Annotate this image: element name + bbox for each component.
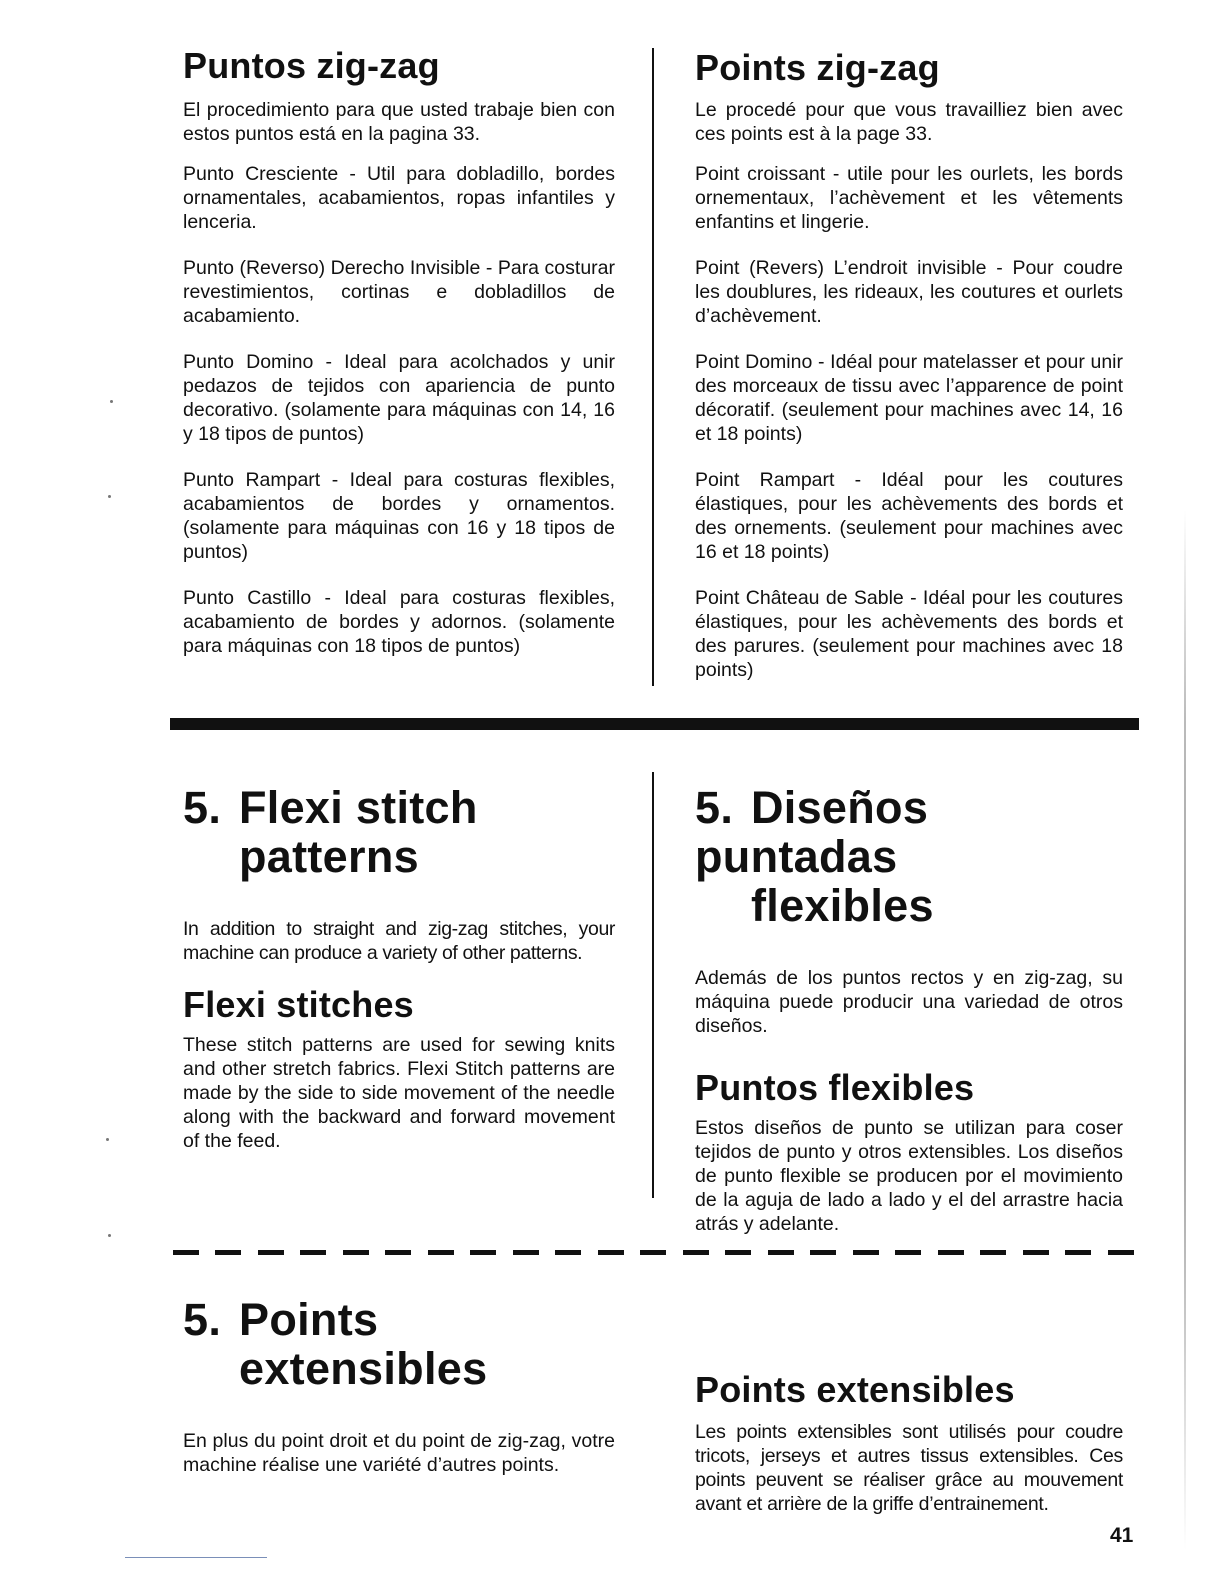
dash-segment (853, 1250, 879, 1255)
section-number: 5. (183, 1294, 222, 1345)
dash-segment (470, 1250, 496, 1255)
spanish-zigzag-paragraph: El procedimiento para que usted trabaje bien con estos puntos está en la pagina 33. (183, 99, 615, 145)
dash-segment (725, 1250, 751, 1255)
column-divider (652, 48, 654, 686)
scan-right-edge (1184, 510, 1186, 1550)
french-zigzag-paragraph: Point (Revers) L’endroit invisible - Pour coudre les doublures, les rideaux, les coutures et ourlets d’achèvement. (695, 257, 1123, 327)
english-flexi-heading (183, 783, 615, 881)
spanish-flexi-body: Estos diseños de punto se utilizan para coser tejidos de punto y otros extensibles. Los diseños de punto flexible se producen por el movimiento de la aguja de lado a lado y el del arrastre hacia atrás y adelante. (695, 1117, 1123, 1235)
english-flexi-heading-line2: patterns (239, 831, 419, 882)
spanish-zigzag-paragraph: Punto Rampart - Ideal para costuras flexibles, acabamientos de bordes y ornamentos. (solamente para máquinas con 16 y 18 tipos de puntos) (183, 469, 615, 563)
dash-segment (1065, 1250, 1091, 1255)
french-extensibles-subheading: Points extensibles (695, 1369, 1015, 1410)
english-flexi-heading-line1: Flexi stitch (239, 782, 478, 833)
dash-segment (810, 1250, 836, 1255)
scan-speck (108, 1234, 111, 1237)
dash-segment (640, 1250, 666, 1255)
dash-segment (895, 1250, 921, 1255)
section-number: 5. (183, 782, 222, 833)
french-zigzag-paragraph: Point croissant - utile pour les ourlets, les bords ornementaux, l’achèvement et les vêtements enfantins et lingerie. (695, 163, 1123, 233)
french-zigzag-paragraph: Le procedé pour que vous travailliez bien avec ces points est à la page 33. (695, 99, 1123, 145)
dash-segment (1108, 1250, 1134, 1255)
dash-segment (258, 1250, 284, 1255)
spanish-flexi-heading-line2: flexibles (751, 880, 934, 931)
french-extensibles-heading-line2: extensibles (239, 1343, 488, 1394)
spanish-flexi-column (695, 783, 1135, 1252)
french-extensibles-heading (183, 1295, 615, 1393)
spanish-zigzag-paragraph: Punto Cresciente - Util para dobladillo, bordes ornamentales, acabamientos, ropas infantiles y lenceria. (183, 163, 615, 233)
english-flexi-intro: In addition to straight and zig-zag stitches, your machine can produce a variety of other patterns. (183, 918, 615, 964)
french-extensibles-body: Les points extensibles sont utilisés pour coudre tricots, jerseys et autres tissus extensibles. Ces points peuvent se réaliser grâce au mouvement avant et arrière de la griffe d’entrainement. (695, 1421, 1123, 1515)
french-extensibles-intro: En plus du point droit et du point de zig-zag, votre machine réalise une variété d’autres points. (183, 1430, 615, 1476)
section-number: 5. (695, 782, 734, 833)
dash-segment (555, 1250, 581, 1255)
french-extensibles-column (695, 1370, 1123, 1532)
dash-segment (598, 1250, 624, 1255)
french-zigzag-paragraph: Point Rampart - Idéal pour les coutures élastiques, pour les achèvements des bords et des ornements. (seulement pour machines avec 16 et 18 points) (695, 469, 1123, 563)
dash-segment (938, 1250, 964, 1255)
spanish-flexi-heading (695, 783, 1135, 930)
french-zigzag-heading: Points zig-zag (695, 47, 940, 88)
dash-segment (428, 1250, 454, 1255)
dash-segment (1023, 1250, 1049, 1255)
dash-segment (215, 1250, 241, 1255)
spanish-flexi-intro: Además de los puntos rectos y en zig-zag, su máquina puede producir una variedad de otros diseños. (695, 967, 1123, 1037)
dash-segment (385, 1250, 411, 1255)
spanish-flexi-subheading: Puntos flexibles (695, 1067, 975, 1108)
page-number: 41 (1110, 1524, 1134, 1547)
french-extensibles-heading-line1: Points (239, 1294, 379, 1345)
scan-speck (108, 495, 111, 498)
spanish-zigzag-column (183, 46, 615, 674)
dash-segment (173, 1250, 199, 1255)
french-zigzag-paragraph: Point Château de Sable - Idéal pour les coutures élastiques, pour les achèvements des bords et des parures. (seulement pour machines avec 18 points) (695, 587, 1123, 681)
dash-segment (683, 1250, 709, 1255)
dash-segment (513, 1250, 539, 1255)
dash-segment (768, 1250, 794, 1255)
english-flexi-body: These stitch patterns are used for sewing knits and other stretch fabrics. Flexi Stitch patterns are made by the side to side movement of the needle along with the backward and forward movement of the feed. (183, 1034, 615, 1152)
english-flexi-subheading: Flexi stitches (183, 984, 414, 1025)
french-zigzag-column (695, 48, 1123, 698)
french-extensibles-heading-column (183, 1295, 615, 1493)
english-flexi-column (183, 783, 615, 1169)
spanish-zigzag-heading: Puntos zig-zag (183, 45, 440, 86)
dash-segment (980, 1250, 1006, 1255)
scan-edge-line (125, 1557, 267, 1558)
scan-speck (106, 1138, 109, 1141)
dash-segment (343, 1250, 369, 1255)
spanish-zigzag-paragraph: Punto Castillo - Ideal para costuras flexibles, acabamiento de bordes y adornos. (solamente para máquinas con 18 tipos de puntos) (183, 587, 615, 657)
section-separator-bar (170, 718, 1139, 730)
scan-speck (110, 400, 113, 403)
french-zigzag-paragraph: Point Domino - Idéal pour matelasser et pour unir des morceaux de tissu avec l’apparence de point décoratif. (seulement pour machines avec 14, 16 et 18 points) (695, 351, 1123, 445)
spanish-zigzag-paragraph: Punto (Reverso) Derecho Invisible - Para costurar revestimientos, cortinas e dobladillos de acabamiento. (183, 257, 615, 327)
spanish-flexi-heading-line1: Diseños puntadas (695, 782, 929, 882)
spanish-zigzag-paragraph: Punto Domino - Ideal para acolchados y unir pedazos de tejidos con apariencia de punto decorativo. (solamente para máquinas con 14, 16 y 18 tipos de puntos) (183, 351, 615, 445)
column-divider (652, 772, 654, 1198)
dash-segment (300, 1250, 326, 1255)
